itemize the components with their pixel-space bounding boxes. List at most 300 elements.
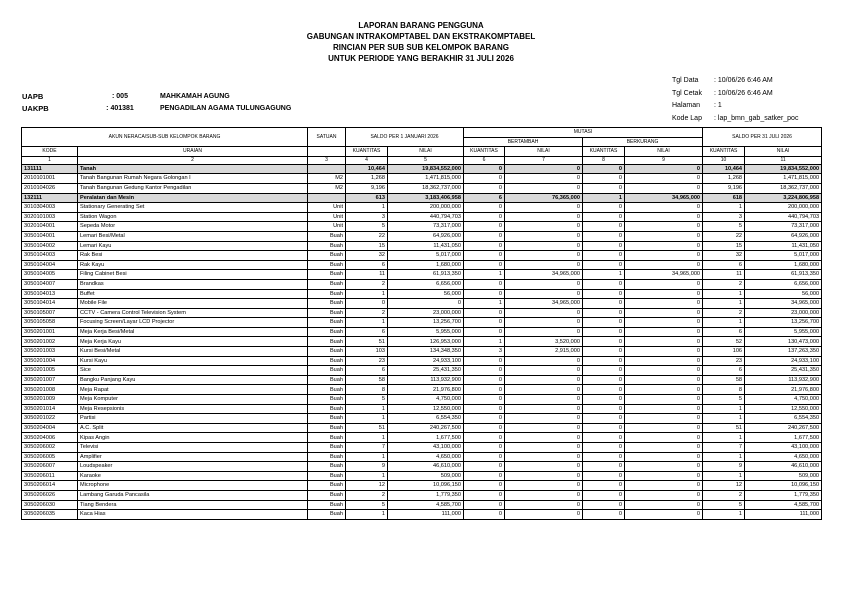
cell-nilai-awal: 25,431,350 (388, 366, 464, 376)
cell-qty-kurang: 0 (583, 433, 625, 443)
cell-qty-kurang: 0 (583, 490, 625, 500)
table-row (22, 500, 822, 510)
cell-satuan: Buah (308, 289, 346, 299)
cell-qty-akhir: 7 (703, 443, 745, 453)
cell-qty-tambah: 0 (464, 481, 505, 491)
asset-table (21, 127, 822, 520)
cell-uraian: Meja Komputer (78, 395, 308, 405)
cell-qty-tambah: 0 (464, 327, 505, 337)
cell-nilai-tambah: 0 (505, 241, 583, 251)
cell-nilai-tambah: 0 (505, 212, 583, 222)
cell-qty-kurang: 0 (583, 356, 625, 366)
cell-uraian: CCTV - Camera Control Television System (78, 308, 308, 318)
cell-qty-akhir: 5 (703, 395, 745, 405)
cell-uraian: Loudspeaker (78, 462, 308, 472)
cell-satuan: Unit (308, 212, 346, 222)
table-row (22, 481, 822, 491)
cell-qty-tambah: 0 (464, 366, 505, 376)
meta-value: : lap_bmn_gab_satker_poc (714, 114, 799, 122)
cell-satuan: Buah (308, 452, 346, 462)
table-row (22, 327, 822, 337)
cell-nilai-akhir: 73,317,000 (745, 222, 822, 232)
cell-qty-tambah: 0 (464, 203, 505, 213)
table-row (22, 299, 822, 309)
cell-qty-awal: 12 (346, 481, 388, 491)
cell-nilai-awal: 5,017,000 (388, 251, 464, 261)
header-mutasi: MUTASI (464, 128, 703, 138)
table-row (22, 510, 822, 520)
cell-nilai-akhir: 5,017,000 (745, 251, 822, 261)
cell-qty-akhir: 3 (703, 212, 745, 222)
cell-qty-awal: 11 (346, 270, 388, 280)
cell-uraian: Meja Rapat (78, 385, 308, 395)
cell-nilai-kurang: 0 (625, 490, 703, 500)
cell-kode: 3050201002 (22, 337, 78, 347)
cell-uraian: Mobile File (78, 299, 308, 309)
table-row (22, 375, 822, 385)
meta-value: : 10/06/26 6:46 AM (714, 77, 773, 84)
cell-qty-kurang: 0 (583, 395, 625, 405)
cell-nilai-kurang: 0 (625, 212, 703, 222)
cell-kode: 3050201007 (22, 375, 78, 385)
cell-qty-tambah: 0 (464, 279, 505, 289)
cell-nilai-tambah: 0 (505, 231, 583, 241)
cell-qty-kurang: 0 (583, 414, 625, 424)
cell-qty-akhir: 1,268 (703, 174, 745, 184)
cell-nilai-akhir: 200,000,000 (745, 203, 822, 213)
cell-uraian: Kursi Besi/Metal (78, 347, 308, 357)
cell-uraian: Lambang Garuda Pancasila (78, 490, 308, 500)
cell-qty-tambah: 1 (464, 270, 505, 280)
cell-qty-kurang: 0 (583, 462, 625, 472)
cell-qty-tambah: 3 (464, 347, 505, 357)
cell-qty-awal: 9 (346, 462, 388, 472)
header-kuantitas: KUANTITAS (346, 147, 388, 157)
cell-nilai-tambah: 0 (505, 510, 583, 520)
cell-nilai-kurang: 34,965,000 (625, 270, 703, 280)
cell-nilai-kurang: 0 (625, 347, 703, 357)
cell-qty-awal: 6 (346, 366, 388, 376)
cell-qty-akhir: 22 (703, 231, 745, 241)
cell-satuan: Buah (308, 471, 346, 481)
cell-satuan: Buah (308, 270, 346, 280)
cell-kode: 3050104005 (22, 270, 78, 280)
cell-satuan: Buah (308, 356, 346, 366)
cell-qty-tambah: 0 (464, 308, 505, 318)
cell-nilai-awal: 18,362,737,000 (388, 183, 464, 193)
cell-kode: 2010104026 (22, 183, 78, 193)
table-row (22, 395, 822, 405)
cell-nilai-tambah: 2,915,000 (505, 347, 583, 357)
cell-satuan: Buah (308, 500, 346, 510)
cell-nilai-tambah: 34,965,000 (505, 299, 583, 309)
cell-qty-akhir: 2 (703, 279, 745, 289)
table-row (22, 241, 822, 251)
cell-nilai-akhir: 5,955,000 (745, 327, 822, 337)
cell-qty-tambah: 0 (464, 289, 505, 299)
cell-nilai-tambah: 0 (505, 251, 583, 261)
cell-nilai-tambah: 0 (505, 260, 583, 270)
uapb-code: : 005 (112, 93, 128, 100)
cell-kode: 3050204004 (22, 423, 78, 433)
cell-nilai-tambah: 0 (505, 433, 583, 443)
table-row (22, 308, 822, 318)
column-number-row (22, 156, 822, 164)
cell-qty-kurang: 0 (583, 251, 625, 261)
cell-nilai-akhir: 113,932,900 (745, 375, 822, 385)
cell-qty-kurang: 0 (583, 347, 625, 357)
cell-nilai-awal: 73,317,000 (388, 222, 464, 232)
cell-qty-kurang: 0 (583, 443, 625, 453)
cell-nilai-akhir: 3,224,806,958 (745, 193, 822, 203)
cell-qty-akhir: 10,464 (703, 164, 745, 174)
cell-qty-akhir: 6 (703, 327, 745, 337)
cell-qty-awal: 613 (346, 193, 388, 203)
cell-satuan: Buah (308, 299, 346, 309)
cell-uraian: Lemari Besi/Metal (78, 231, 308, 241)
cell-qty-akhir: 15 (703, 241, 745, 251)
cell-nilai-awal: 4,650,000 (388, 452, 464, 462)
cell-nilai-awal: 4,585,700 (388, 500, 464, 510)
cell-qty-awal: 1 (346, 203, 388, 213)
cell-uraian: Kursi Kayu (78, 356, 308, 366)
table-row (22, 356, 822, 366)
cell-nilai-akhir: 19,834,552,000 (745, 164, 822, 174)
cell-qty-akhir: 6 (703, 366, 745, 376)
cell-qty-kurang: 0 (583, 471, 625, 481)
column-number: 11 (745, 156, 822, 164)
cell-uraian: Buffet (78, 289, 308, 299)
cell-qty-kurang: 1 (583, 193, 625, 203)
cell-satuan: Buah (308, 395, 346, 405)
cell-qty-tambah: 0 (464, 260, 505, 270)
cell-qty-kurang: 0 (583, 241, 625, 251)
cell-qty-akhir: 1 (703, 289, 745, 299)
cell-qty-tambah: 0 (464, 500, 505, 510)
header-akun: AKUN NERACA/SUB-SUB KELOMPOK BARANG (22, 128, 308, 147)
cell-nilai-awal: 56,000 (388, 289, 464, 299)
cell-qty-kurang: 0 (583, 212, 625, 222)
cell-nilai-kurang: 0 (625, 500, 703, 510)
cell-nilai-awal: 1,779,350 (388, 490, 464, 500)
cell-kode: 3050105007 (22, 308, 78, 318)
cell-satuan: Buah (308, 385, 346, 395)
cell-satuan: Buah (308, 414, 346, 424)
cell-nilai-tambah: 76,365,000 (505, 193, 583, 203)
cell-nilai-akhir: 1,677,500 (745, 433, 822, 443)
header-nilai: NILAI (505, 147, 583, 157)
cell-kode: 3050104014 (22, 299, 78, 309)
cell-kode: 3020101003 (22, 212, 78, 222)
table-row (22, 443, 822, 453)
cell-qty-kurang: 0 (583, 500, 625, 510)
cell-kode: 3050104002 (22, 241, 78, 251)
cell-nilai-awal: 6,656,000 (388, 279, 464, 289)
cell-uraian: Focusing Screen/Layar LCD Projector (78, 318, 308, 328)
cell-qty-akhir: 1 (703, 510, 745, 520)
cell-qty-akhir: 1 (703, 404, 745, 414)
cell-nilai-akhir: 4,585,700 (745, 500, 822, 510)
report-meta (672, 75, 798, 125)
header-blank (308, 147, 346, 157)
cell-qty-kurang: 0 (583, 452, 625, 462)
cell-qty-akhir: 1 (703, 433, 745, 443)
cell-nilai-akhir: 23,000,000 (745, 308, 822, 318)
cell-uraian: A.C. Split (78, 423, 308, 433)
cell-qty-tambah: 0 (464, 222, 505, 232)
table-row (22, 423, 822, 433)
unit-ids (22, 91, 291, 115)
cell-nilai-kurang: 0 (625, 356, 703, 366)
column-number: 7 (505, 156, 583, 164)
cell-uraian: Partisi (78, 414, 308, 424)
cell-kode: 3050206011 (22, 471, 78, 481)
cell-qty-akhir: 1 (703, 299, 745, 309)
cell-qty-tambah: 0 (464, 241, 505, 251)
cell-satuan: Buah (308, 481, 346, 491)
cell-kode: 3050104007 (22, 279, 78, 289)
cell-satuan: Buah (308, 366, 346, 376)
cell-nilai-kurang: 0 (625, 251, 703, 261)
cell-nilai-akhir: 43,100,000 (745, 443, 822, 453)
cell-nilai-tambah: 0 (505, 279, 583, 289)
cell-uraian: Tiang Bendera (78, 500, 308, 510)
cell-kode: 3050201008 (22, 385, 78, 395)
cell-nilai-akhir: 46,610,000 (745, 462, 822, 472)
cell-qty-awal: 15 (346, 241, 388, 251)
cell-nilai-akhir: 13,256,700 (745, 318, 822, 328)
cell-nilai-tambah: 0 (505, 366, 583, 376)
cell-nilai-tambah: 0 (505, 289, 583, 299)
cell-qty-awal: 2 (346, 490, 388, 500)
cell-nilai-awal: 6,554,350 (388, 414, 464, 424)
cell-nilai-kurang: 0 (625, 241, 703, 251)
header-kode: KODE (22, 147, 78, 157)
cell-qty-akhir: 11 (703, 270, 745, 280)
table-row (22, 251, 822, 261)
cell-nilai-awal: 1,677,500 (388, 433, 464, 443)
header-nilai: NILAI (745, 147, 822, 157)
cell-kode: 3050206007 (22, 462, 78, 472)
cell-nilai-awal: 19,834,552,000 (388, 164, 464, 174)
cell-qty-awal: 1,268 (346, 174, 388, 184)
cell-qty-akhir: 23 (703, 356, 745, 366)
cell-qty-akhir: 2 (703, 308, 745, 318)
cell-kode: 3050206002 (22, 443, 78, 453)
cell-satuan: Buah (308, 327, 346, 337)
cell-qty-awal: 2 (346, 308, 388, 318)
uapb-name: MAHKAMAH AGUNG (160, 93, 230, 100)
cell-satuan: Unit (308, 203, 346, 213)
cell-satuan: Buah (308, 404, 346, 414)
cell-nilai-akhir: 137,263,350 (745, 347, 822, 357)
cell-uraian: Microphone (78, 481, 308, 491)
cell-qty-akhir: 1 (703, 452, 745, 462)
table-row (22, 270, 822, 280)
table-row (22, 212, 822, 222)
table-row (22, 366, 822, 376)
cell-qty-awal: 5 (346, 222, 388, 232)
column-number: 2 (78, 156, 308, 164)
cell-qty-awal: 2 (346, 279, 388, 289)
cell-nilai-kurang: 0 (625, 222, 703, 232)
cell-qty-akhir: 2 (703, 490, 745, 500)
cell-satuan: Buah (308, 318, 346, 328)
cell-qty-tambah: 0 (464, 471, 505, 481)
cell-nilai-kurang: 0 (625, 260, 703, 270)
title-line: LAPORAN BARANG PENGGUNA (358, 21, 484, 30)
cell-qty-tambah: 0 (464, 452, 505, 462)
cell-satuan: Buah (308, 251, 346, 261)
cell-uraian: Kipas Angin (78, 433, 308, 443)
column-number: 1 (22, 156, 78, 164)
uakpb-name: PENGADILAN AGAMA TULUNGAGUNG (160, 105, 292, 112)
table-row (22, 260, 822, 270)
cell-nilai-akhir: 1,680,000 (745, 260, 822, 270)
cell-satuan: Buah (308, 260, 346, 270)
cell-uraian: Stationary Generating Set (78, 203, 308, 213)
cell-kode: 3050104013 (22, 289, 78, 299)
header-nilai: NILAI (625, 147, 703, 157)
title-line: UNTUK PERIODE YANG BERAKHIR 31 JULI 2026 (328, 54, 514, 63)
cell-kode: 132111 (22, 193, 78, 203)
cell-nilai-awal: 1,680,000 (388, 260, 464, 270)
cell-qty-akhir: 5 (703, 500, 745, 510)
cell-satuan: Unit (308, 222, 346, 232)
cell-nilai-awal: 10,096,150 (388, 481, 464, 491)
cell-uraian: Televisi (78, 443, 308, 453)
cell-nilai-tambah: 0 (505, 318, 583, 328)
cell-qty-kurang: 0 (583, 481, 625, 491)
cell-qty-awal: 58 (346, 375, 388, 385)
cell-kode: 3050104004 (22, 260, 78, 270)
cell-uraian: Sice (78, 366, 308, 376)
cell-nilai-awal: 509,000 (388, 471, 464, 481)
cell-nilai-akhir: 4,650,000 (745, 452, 822, 462)
cell-nilai-awal: 134,348,350 (388, 347, 464, 357)
cell-nilai-tambah: 3,520,000 (505, 337, 583, 347)
cell-kode: 3050204006 (22, 433, 78, 443)
cell-nilai-kurang: 0 (625, 164, 703, 174)
cell-nilai-akhir: 18,362,737,000 (745, 183, 822, 193)
cell-kode: 3050201001 (22, 327, 78, 337)
meta-label: Tgl Data (672, 77, 699, 84)
table-row (22, 337, 822, 347)
cell-qty-awal: 51 (346, 337, 388, 347)
cell-kode: 3050206014 (22, 481, 78, 491)
meta-value: : 10/06/26 6:46 AM (714, 89, 773, 97)
cell-nilai-kurang: 0 (625, 404, 703, 414)
cell-nilai-akhir: 1,471,815,000 (745, 174, 822, 184)
cell-qty-tambah: 0 (464, 212, 505, 222)
group-row (22, 164, 822, 174)
cell-qty-awal: 1 (346, 471, 388, 481)
cell-qty-kurang: 0 (583, 385, 625, 395)
cell-nilai-kurang: 0 (625, 443, 703, 453)
cell-satuan: Buah (308, 443, 346, 453)
cell-nilai-tambah: 0 (505, 404, 583, 414)
table-row (22, 203, 822, 213)
table-row (22, 231, 822, 241)
cell-qty-kurang: 0 (583, 231, 625, 241)
meta-value: : 1 (714, 102, 722, 109)
cell-nilai-tambah: 0 (505, 452, 583, 462)
cell-kode: 131111 (22, 164, 78, 174)
table-row (22, 462, 822, 472)
cell-qty-tambah: 0 (464, 174, 505, 184)
cell-kode: 3050104001 (22, 231, 78, 241)
cell-qty-awal: 32 (346, 251, 388, 261)
uapb-key: UAPB (22, 92, 44, 101)
cell-uraian: Tanah (78, 164, 308, 174)
cell-qty-kurang: 0 (583, 423, 625, 433)
cell-qty-tambah: 0 (464, 443, 505, 453)
cell-nilai-akhir: 61,913,350 (745, 270, 822, 280)
cell-satuan: M2 (308, 183, 346, 193)
cell-qty-kurang: 0 (583, 289, 625, 299)
cell-uraian: Filing Cabinet Besi (78, 270, 308, 280)
cell-qty-akhir: 6 (703, 260, 745, 270)
table-row (22, 490, 822, 500)
table-row (22, 452, 822, 462)
uakpb-code: : 401381 (106, 105, 134, 112)
cell-nilai-awal: 126,953,000 (388, 337, 464, 347)
cell-nilai-tambah: 0 (505, 481, 583, 491)
cell-nilai-akhir: 25,431,350 (745, 366, 822, 376)
cell-nilai-tambah: 0 (505, 375, 583, 385)
cell-nilai-tambah: 0 (505, 500, 583, 510)
cell-qty-awal: 3 (346, 212, 388, 222)
cell-uraian: Lemari Kayu (78, 241, 308, 251)
cell-qty-tambah: 0 (464, 462, 505, 472)
cell-nilai-kurang: 0 (625, 385, 703, 395)
cell-nilai-kurang: 0 (625, 433, 703, 443)
cell-satuan: Buah (308, 462, 346, 472)
cell-kode: 3020104001 (22, 222, 78, 232)
cell-qty-kurang: 0 (583, 366, 625, 376)
cell-nilai-akhir: 111,000 (745, 510, 822, 520)
cell-nilai-tambah: 34,965,000 (505, 270, 583, 280)
cell-qty-tambah: 0 (464, 414, 505, 424)
cell-kode: 3050105058 (22, 318, 78, 328)
cell-nilai-tambah: 0 (505, 423, 583, 433)
cell-qty-awal: 6 (346, 260, 388, 270)
header-saldo-akhir: SALDO PER 31 JULI 2026 (703, 128, 822, 147)
cell-nilai-tambah: 0 (505, 490, 583, 500)
cell-qty-kurang: 0 (583, 318, 625, 328)
cell-qty-awal: 1 (346, 510, 388, 520)
cell-qty-kurang: 0 (583, 375, 625, 385)
cell-qty-awal: 8 (346, 385, 388, 395)
cell-qty-tambah: 1 (464, 337, 505, 347)
cell-nilai-awal: 240,267,500 (388, 423, 464, 433)
cell-qty-akhir: 5 (703, 222, 745, 232)
cell-nilai-tambah: 0 (505, 203, 583, 213)
cell-qty-tambah: 0 (464, 183, 505, 193)
cell-qty-tambah: 0 (464, 251, 505, 261)
cell-qty-akhir: 9 (703, 462, 745, 472)
cell-qty-kurang: 0 (583, 308, 625, 318)
cell-nilai-tambah: 0 (505, 183, 583, 193)
meta-label: Kode Lap (672, 114, 702, 122)
cell-qty-kurang: 1 (583, 270, 625, 280)
cell-qty-akhir: 1 (703, 471, 745, 481)
cell-qty-akhir: 58 (703, 375, 745, 385)
header-satuan: SATUAN (308, 128, 346, 147)
cell-kode: 3050206005 (22, 452, 78, 462)
cell-nilai-kurang: 0 (625, 318, 703, 328)
cell-nilai-awal: 1,471,815,000 (388, 174, 464, 184)
